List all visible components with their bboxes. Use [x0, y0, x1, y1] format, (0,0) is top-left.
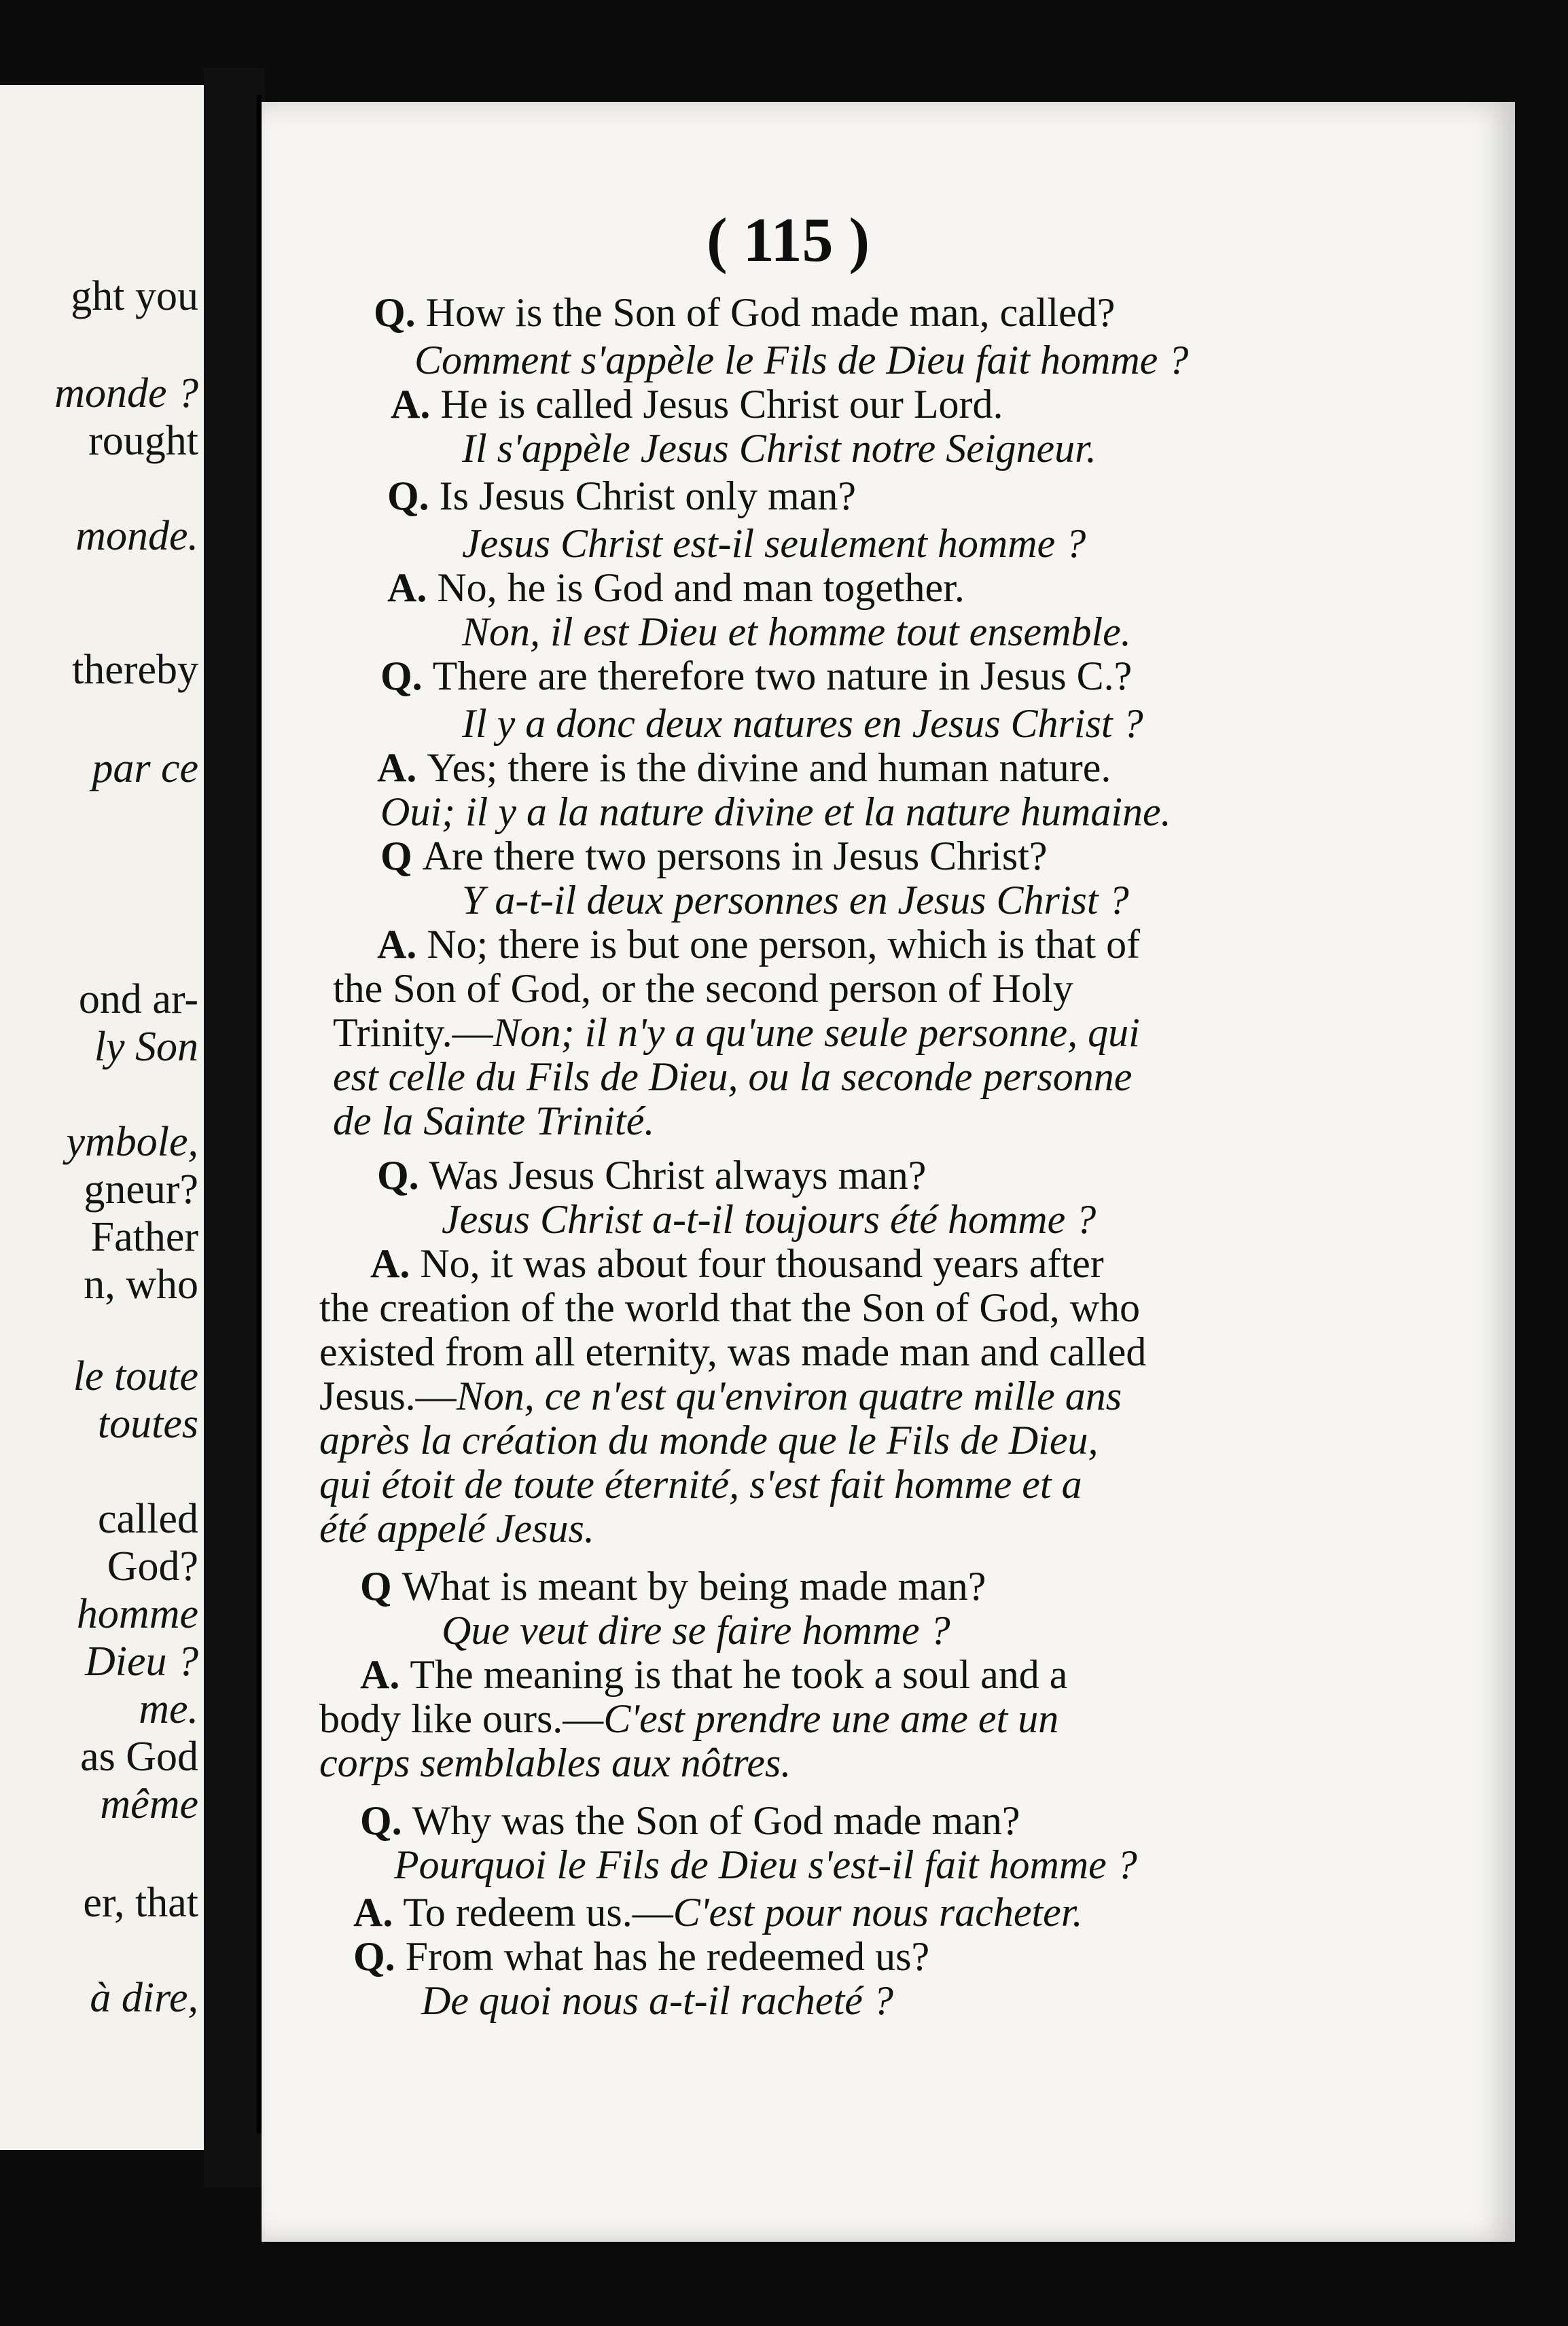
text-line — [319, 1464, 1082, 1505]
left-page-fragment: rought — [88, 418, 198, 464]
question-line — [360, 1566, 986, 1607]
text-line — [380, 791, 1171, 832]
text-line — [462, 703, 1143, 744]
text-line — [462, 428, 1097, 469]
french-text: C'est pour nous racheter. — [673, 1890, 1083, 1935]
text-line — [462, 611, 1131, 652]
answer-line — [391, 384, 1003, 425]
french-text: Il s'appèle Jesus Christ notre Seigneur. — [462, 426, 1097, 471]
text-line — [421, 1980, 893, 2021]
french-text: Pourquoi le Fils de Dieu s'est-il fait homme ? — [394, 1842, 1137, 1887]
left-page-fragment: Dieu ? — [84, 1639, 198, 1685]
left-page-fragment: me. — [139, 1686, 198, 1732]
line-marker: Q. — [380, 654, 433, 698]
left-page-fragment: même — [100, 1781, 198, 1827]
english-text: From what has he redeemed us? — [405, 1934, 930, 1979]
english-text: The meaning is that he took a soul and a — [410, 1652, 1068, 1697]
english-text: Is Jesus Christ only man? — [439, 473, 856, 518]
answer-line — [360, 1654, 1067, 1695]
question-line — [353, 1936, 929, 1977]
left-page-fragment: le toute — [73, 1353, 198, 1399]
question-line — [360, 1800, 1020, 1841]
english-text: He is called Jesus Christ our Lord. — [440, 382, 1003, 427]
english-text: Trinity.— — [333, 1010, 493, 1055]
line-marker: A. — [360, 1652, 410, 1697]
line-marker: A. — [387, 565, 438, 610]
french-text: Non; il n'y a qu'une seule personne, qui — [493, 1010, 1140, 1055]
answer-line — [377, 747, 1111, 788]
line-marker: A. — [377, 922, 427, 967]
french-text: De quoi nous a-t-il racheté ? — [421, 1978, 893, 2023]
book-gutter — [204, 68, 265, 2187]
question-line — [380, 656, 1132, 696]
line-marker: Q — [380, 834, 423, 878]
text-line — [319, 1287, 1140, 1328]
english-text: the creation of the world that the Son of God, who — [319, 1285, 1141, 1330]
left-page-fragment: monde ? — [54, 370, 198, 416]
question-line — [387, 473, 856, 518]
french-text: Que veut dire se faire homme ? — [442, 1608, 950, 1653]
left-page-fragment: à dire, — [90, 1975, 198, 2021]
text-line — [414, 340, 1188, 380]
left-page-fragment: ght you — [71, 273, 198, 319]
french-text: Non, il est Dieu et homme tout ensemble. — [462, 609, 1131, 654]
english-text: Jesus.— — [319, 1374, 457, 1418]
line-marker: Q. — [377, 1153, 429, 1198]
french-text: Comment s'appèle le Fils de Dieu fait homme ? — [414, 338, 1189, 382]
left-page-fragment: gneur? — [84, 1166, 198, 1213]
question-line — [374, 292, 1115, 333]
left-page-fragment: ly Son — [94, 1024, 198, 1070]
english-text: existed from all eternity, was made man and called — [319, 1329, 1147, 1374]
line-marker: A. — [377, 745, 427, 790]
english-text: the Son of God, or the second person of Holy — [333, 966, 1073, 1011]
text-line — [442, 1610, 950, 1651]
left-page-fragment: homme — [76, 1591, 198, 1637]
line-marker: A. — [370, 1241, 421, 1286]
left-page-fragment: Father — [90, 1214, 198, 1260]
line-marker: Q. — [360, 1798, 412, 1843]
answer-line — [370, 1243, 1104, 1284]
french-text: Il y a donc deux natures en Jesus Christ ? — [462, 701, 1143, 746]
left-page-fragment: er, that — [83, 1880, 198, 1926]
line-marker: A. — [391, 382, 441, 427]
line-marker: Q. — [353, 1934, 406, 1979]
page-number: ( 115 ) — [707, 205, 870, 274]
french-text: corps semblables aux nôtres. — [319, 1740, 791, 1785]
left-page-fragment: as God — [80, 1734, 198, 1780]
line-marker: Q — [360, 1564, 402, 1609]
french-text: Jesus Christ est-il seulement homme ? — [462, 521, 1086, 566]
english-text: Was Jesus Christ always man? — [429, 1153, 927, 1198]
line-marker: Q. — [387, 473, 440, 518]
french-text: Jesus Christ a-t-il toujours été homme ? — [442, 1197, 1097, 1242]
text-line — [333, 968, 1073, 1009]
left-page — [0, 85, 206, 2150]
french-text: été appelé Jesus. — [319, 1506, 594, 1551]
left-page-fragment: ymbole, — [66, 1119, 198, 1165]
french-text: qui étoit de toute éternité, s'est fait homme et a — [319, 1462, 1082, 1507]
left-page-fragment: God? — [107, 1543, 198, 1590]
text-line — [319, 1698, 1058, 1739]
left-page-fragment: ond ar- — [78, 976, 198, 1022]
question-line — [377, 1155, 926, 1196]
english-text: To redeem us.— — [403, 1890, 673, 1935]
text-line — [462, 523, 1086, 564]
left-page-fragment: monde. — [75, 513, 198, 559]
english-text: No; there is but one person, which is that of — [427, 922, 1141, 967]
french-text: Non, ce n'est qu'environ quatre mille ans — [456, 1374, 1122, 1418]
english-text: No, he is God and man together. — [437, 565, 965, 610]
french-text: Oui; il y a la nature divine et la nature humaine. — [380, 789, 1171, 834]
english-text: body like ours.— — [319, 1696, 604, 1741]
left-page-fragment: called — [97, 1496, 198, 1542]
left-page-fragment: par ce — [92, 745, 198, 791]
french-text: de la Sainte Trinité. — [333, 1098, 655, 1143]
english-text: Yes; there is the divine and human nature. — [427, 745, 1111, 790]
answer-line — [387, 567, 965, 608]
answer-line — [377, 924, 1140, 965]
line-marker: A. — [353, 1890, 404, 1935]
french-text: C'est prendre une ame et un — [603, 1696, 1059, 1741]
question-line — [380, 836, 1048, 876]
left-page-fragment: toutes — [97, 1401, 198, 1447]
text-line — [333, 1012, 1140, 1053]
english-text: There are therefore two nature in Jesus C.? — [432, 654, 1133, 698]
english-text: What is meant by being made man? — [402, 1564, 986, 1609]
text-line — [319, 1742, 791, 1783]
text-line — [319, 1376, 1122, 1416]
text-line — [319, 1508, 594, 1549]
text-line — [394, 1844, 1137, 1885]
french-text: après la création du monde que le Fils de Dieu, — [319, 1418, 1099, 1463]
line-marker: Q. — [374, 290, 426, 335]
left-page-fragment: n, who — [84, 1262, 198, 1308]
text-line — [333, 1098, 655, 1143]
text-line — [319, 1420, 1098, 1461]
gutter-edge — [257, 95, 262, 2133]
text-line — [319, 1331, 1146, 1372]
french-text: est celle du Fils de Dieu, ou la seconde personne — [333, 1054, 1133, 1099]
english-text: No, it was about four thousand years after — [420, 1241, 1104, 1286]
left-page-fragment: thereby — [72, 647, 198, 693]
text-line — [333, 1056, 1132, 1097]
text-line — [442, 1199, 1096, 1240]
answer-line — [353, 1892, 1083, 1933]
english-text: How is the Son of God made man, called? — [425, 290, 1116, 335]
text-line — [462, 878, 1129, 923]
english-text: Are there two persons in Jesus Christ? — [422, 834, 1048, 878]
french-text: Y a-t-il deux personnes en Jesus Christ ? — [462, 878, 1129, 923]
english-text: Why was the Son of God made man? — [412, 1798, 1020, 1843]
